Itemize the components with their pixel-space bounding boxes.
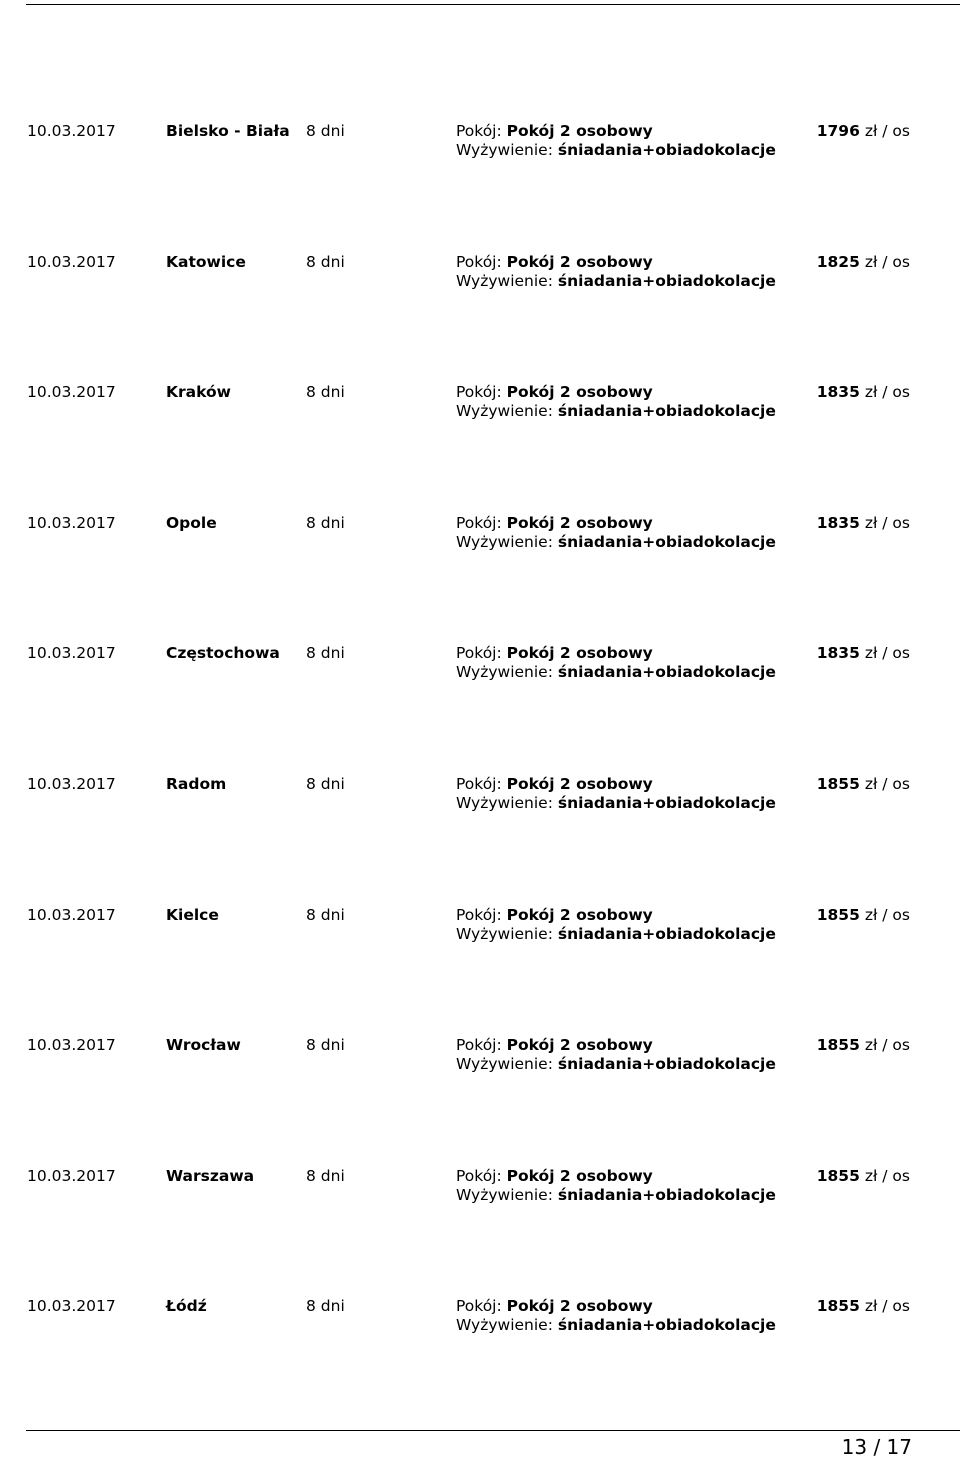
offer-duration: 8 dni bbox=[306, 122, 345, 140]
offer-date: 10.03.2017 bbox=[27, 514, 116, 532]
price-amount: 1855 bbox=[816, 775, 860, 793]
offer-date: 10.03.2017 bbox=[27, 383, 116, 401]
offer-row bbox=[0, 1036, 960, 1080]
price-unit: zł / os bbox=[864, 1297, 910, 1315]
offer-price bbox=[817, 906, 910, 925]
price-unit: zł / os bbox=[864, 906, 910, 924]
room-type: Pokój 2 osobowy bbox=[506, 253, 653, 271]
offer-row bbox=[0, 1297, 960, 1341]
room-label: Pokój: bbox=[456, 122, 502, 140]
offer-price bbox=[817, 775, 910, 794]
offer-details bbox=[456, 253, 776, 291]
price-amount: 1835 bbox=[816, 644, 860, 662]
room-type: Pokój 2 osobowy bbox=[506, 1036, 653, 1054]
room-line bbox=[456, 906, 776, 925]
offer-row bbox=[0, 253, 960, 297]
price-amount: 1835 bbox=[816, 383, 860, 401]
room-label: Pokój: bbox=[456, 383, 502, 401]
board-type: śniadania+obiadokolacje bbox=[557, 533, 776, 551]
board-line bbox=[456, 1055, 776, 1074]
board-type: śniadania+obiadokolacje bbox=[557, 1186, 776, 1204]
offer-city: Bielsko - Biała bbox=[166, 122, 290, 140]
price-unit: zł / os bbox=[864, 514, 910, 532]
room-line bbox=[456, 1297, 776, 1316]
board-label: Wyżywienie: bbox=[456, 1186, 553, 1204]
price-unit: zł / os bbox=[864, 1167, 910, 1185]
offer-row bbox=[0, 906, 960, 950]
board-type: śniadania+obiadokolacje bbox=[557, 794, 776, 812]
price-amount: 1855 bbox=[816, 906, 860, 924]
room-type: Pokój 2 osobowy bbox=[506, 514, 653, 532]
room-label: Pokój: bbox=[456, 514, 502, 532]
price-unit: zł / os bbox=[864, 644, 910, 662]
board-type: śniadania+obiadokolacje bbox=[557, 663, 776, 681]
price-amount: 1855 bbox=[816, 1297, 860, 1315]
board-type: śniadania+obiadokolacje bbox=[557, 141, 776, 159]
offer-details bbox=[456, 644, 776, 682]
offer-details bbox=[456, 906, 776, 944]
room-line bbox=[456, 383, 776, 402]
price-unit: zł / os bbox=[864, 122, 910, 140]
offer-date: 10.03.2017 bbox=[27, 1036, 116, 1054]
offer-date: 10.03.2017 bbox=[27, 122, 116, 140]
price-amount: 1835 bbox=[816, 514, 860, 532]
offer-row bbox=[0, 775, 960, 819]
board-label: Wyżywienie: bbox=[456, 1055, 553, 1073]
board-line bbox=[456, 663, 776, 682]
room-label: Pokój: bbox=[456, 906, 502, 924]
offer-price bbox=[817, 253, 910, 272]
offer-duration: 8 dni bbox=[306, 775, 345, 793]
offer-city: Łódź bbox=[166, 1297, 207, 1315]
offer-date: 10.03.2017 bbox=[27, 1167, 116, 1185]
board-type: śniadania+obiadokolacje bbox=[557, 272, 776, 290]
price-unit: zł / os bbox=[864, 253, 910, 271]
offer-duration: 8 dni bbox=[306, 383, 345, 401]
offer-price bbox=[817, 514, 910, 533]
board-line bbox=[456, 141, 776, 160]
board-label: Wyżywienie: bbox=[456, 925, 553, 943]
board-label: Wyżywienie: bbox=[456, 272, 553, 290]
offer-city: Opole bbox=[166, 514, 217, 532]
offer-price bbox=[817, 383, 910, 402]
offer-price bbox=[817, 1297, 910, 1316]
price-amount: 1855 bbox=[816, 1036, 860, 1054]
offer-city: Radom bbox=[166, 775, 227, 793]
offer-date: 10.03.2017 bbox=[27, 775, 116, 793]
board-label: Wyżywienie: bbox=[456, 141, 553, 159]
offer-duration: 8 dni bbox=[306, 1297, 345, 1315]
room-type: Pokój 2 osobowy bbox=[506, 1167, 653, 1185]
offer-row bbox=[0, 644, 960, 688]
offer-details bbox=[456, 383, 776, 421]
room-type: Pokój 2 osobowy bbox=[506, 383, 653, 401]
room-line bbox=[456, 1167, 776, 1186]
room-line bbox=[456, 122, 776, 141]
offer-price bbox=[817, 1036, 910, 1055]
room-label: Pokój: bbox=[456, 775, 502, 793]
price-amount: 1825 bbox=[816, 253, 860, 271]
room-type: Pokój 2 osobowy bbox=[506, 775, 653, 793]
offer-duration: 8 dni bbox=[306, 1036, 345, 1054]
offer-city: Częstochowa bbox=[166, 644, 280, 662]
room-type: Pokój 2 osobowy bbox=[506, 1297, 653, 1315]
room-label: Pokój: bbox=[456, 1036, 502, 1054]
board-type: śniadania+obiadokolacje bbox=[557, 402, 776, 420]
offer-details bbox=[456, 122, 776, 160]
offer-price bbox=[817, 1167, 910, 1186]
offer-details bbox=[456, 1036, 776, 1074]
room-line bbox=[456, 514, 776, 533]
offer-city: Kielce bbox=[166, 906, 219, 924]
room-line bbox=[456, 1036, 776, 1055]
offer-row bbox=[0, 514, 960, 558]
room-type: Pokój 2 osobowy bbox=[506, 122, 653, 140]
room-label: Pokój: bbox=[456, 644, 502, 662]
offer-price bbox=[817, 644, 910, 663]
price-amount: 1796 bbox=[816, 122, 860, 140]
price-amount: 1855 bbox=[816, 1167, 860, 1185]
board-line bbox=[456, 533, 776, 552]
board-label: Wyżywienie: bbox=[456, 402, 553, 420]
offer-duration: 8 dni bbox=[306, 253, 345, 271]
price-unit: zł / os bbox=[864, 1036, 910, 1054]
top-divider bbox=[26, 4, 960, 5]
room-line bbox=[456, 775, 776, 794]
price-unit: zł / os bbox=[864, 383, 910, 401]
room-type: Pokój 2 osobowy bbox=[506, 644, 653, 662]
offer-row bbox=[0, 122, 960, 166]
offer-details bbox=[456, 1297, 776, 1335]
board-line bbox=[456, 1316, 776, 1335]
room-line bbox=[456, 253, 776, 272]
page-number: 13 / 17 bbox=[841, 1435, 912, 1459]
price-unit: zł / os bbox=[864, 775, 910, 793]
offer-city: Wrocław bbox=[166, 1036, 241, 1054]
board-label: Wyżywienie: bbox=[456, 533, 553, 551]
room-line bbox=[456, 644, 776, 663]
offer-city: Kraków bbox=[166, 383, 231, 401]
offer-row bbox=[0, 1167, 960, 1211]
board-type: śniadania+obiadokolacje bbox=[557, 1316, 776, 1334]
offer-date: 10.03.2017 bbox=[27, 1297, 116, 1315]
board-line bbox=[456, 1186, 776, 1205]
offer-duration: 8 dni bbox=[306, 1167, 345, 1185]
offer-duration: 8 dni bbox=[306, 906, 345, 924]
board-label: Wyżywienie: bbox=[456, 1316, 553, 1334]
board-type: śniadania+obiadokolacje bbox=[557, 1055, 776, 1073]
offer-details bbox=[456, 775, 776, 813]
board-label: Wyżywienie: bbox=[456, 663, 553, 681]
footer-divider bbox=[26, 1430, 960, 1431]
offer-date: 10.03.2017 bbox=[27, 906, 116, 924]
board-line bbox=[456, 402, 776, 421]
offer-duration: 8 dni bbox=[306, 514, 345, 532]
board-line bbox=[456, 794, 776, 813]
offer-date: 10.03.2017 bbox=[27, 644, 116, 662]
board-line bbox=[456, 925, 776, 944]
board-line bbox=[456, 272, 776, 291]
offer-details bbox=[456, 514, 776, 552]
offer-duration: 8 dni bbox=[306, 644, 345, 662]
room-label: Pokój: bbox=[456, 253, 502, 271]
offer-city: Warszawa bbox=[166, 1167, 255, 1185]
offer-date: 10.03.2017 bbox=[27, 253, 116, 271]
offer-details bbox=[456, 1167, 776, 1205]
room-type: Pokój 2 osobowy bbox=[506, 906, 653, 924]
offer-price bbox=[817, 122, 910, 141]
board-type: śniadania+obiadokolacje bbox=[557, 925, 776, 943]
board-label: Wyżywienie: bbox=[456, 794, 553, 812]
offer-city: Katowice bbox=[166, 253, 246, 271]
room-label: Pokój: bbox=[456, 1297, 502, 1315]
room-label: Pokój: bbox=[456, 1167, 502, 1185]
offer-row bbox=[0, 383, 960, 427]
